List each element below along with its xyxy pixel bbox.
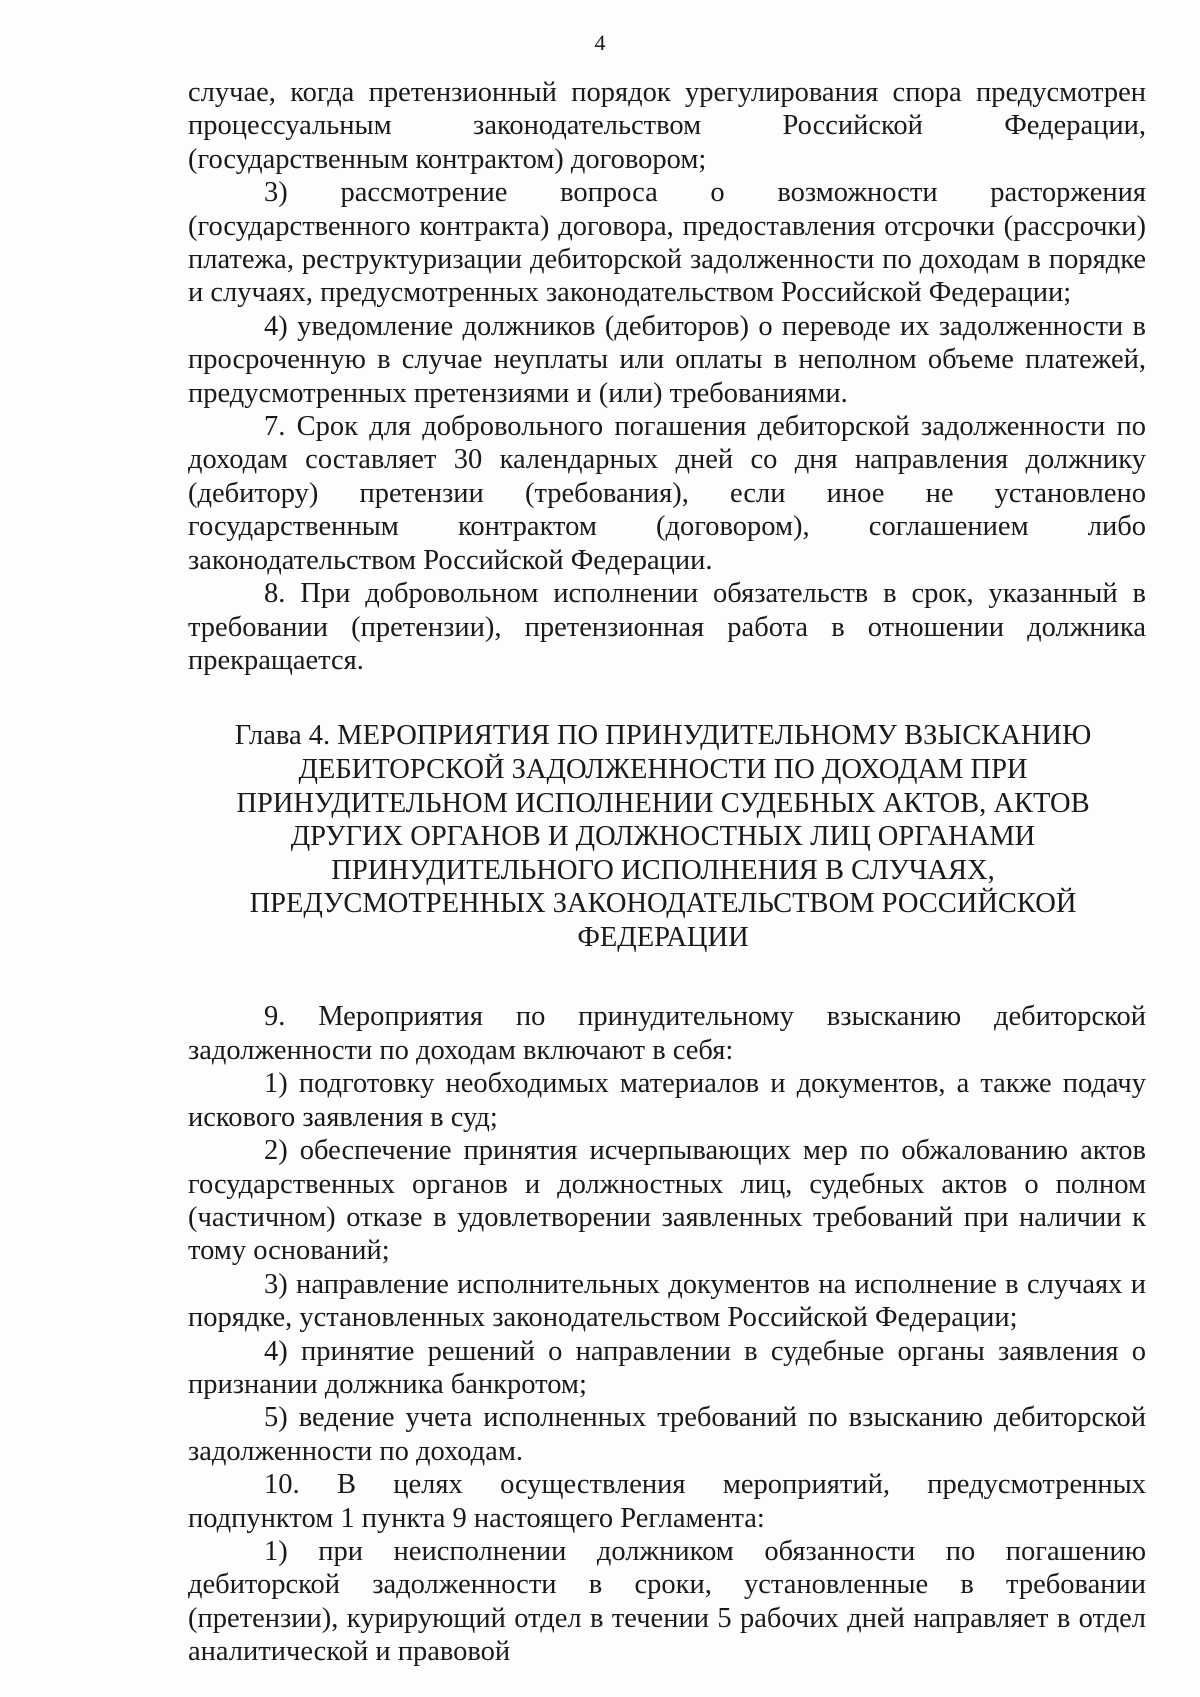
paragraph-item-10-1: 1) при неисполнении должником обязанности по погашению дебиторской задолженности в сроки, установленные в требовании (претензии), курирующий отдел в течении 5 рабочих дней направляет в отдел аналитической и правовой <box>188 1535 1146 1668</box>
paragraph-item-9-5: 5) ведение учета исполненных требований по взысканию дебиторской задолженности по доходам. <box>188 1402 1146 1467</box>
paragraph-10: 10. В целях осуществления мероприятий, предусмотренных подпунктом 1 пункта 9 настоящего Регламента: <box>188 1469 1146 1534</box>
chapter-heading: Глава 4. МЕРОПРИЯТИЯ ПО ПРИНУДИТЕЛЬНОМУ ВЗЫСКАНИЮ ДЕБИТОРСКОЙ ЗАДОЛЖЕННОСТИ ПО ДОХОДАМ ПРИ ПРИНУДИТЕЛЬНОМ ИСПОЛНЕНИИ СУДЕБНЫХ АКТОВ, АКТОВ ДРУГИХ ОРГАНОВ И ДОЛЖНОСТНЫХ ЛИЦ ОРГАНАМИ ПРИНУДИТЕЛЬНОГО ИСПОЛНЕНИЯ В СЛУЧАЯХ, ПРЕДУСМОТРЕННЫХ ЗАКОНОДАТЕЛЬСТВОМ РОССИЙСКОЙ ФЕДЕРАЦИИ <box>234 720 1092 953</box>
paragraph-item-9-3: 3) направление исполнительных документов на исполнение в случаях и порядке, установленных законодательством Российской Федерации; <box>188 1268 1146 1334</box>
paragraph-item-9-4: 4) принятие решений о направлении в судебные органы заявления о признании должника банкротом; <box>188 1335 1146 1400</box>
paragraph-8: 8. При добровольном исполнении обязательств в срок, указанный в требовании (претензии), претензионная работа в отношении должника прекращается. <box>188 578 1146 676</box>
chapter-spacer <box>188 954 1146 1000</box>
paragraph-item-6-3: 3) рассмотрение вопроса о возможности расторжения (государственного контракта) договора, предоставления отсрочки (рассрочки) платежа, реструктуризации дебиторской задолженности по доходам в порядке и случаях, предусмотренных законодательством Российской Федерации; <box>188 177 1146 309</box>
document-body <box>188 76 1146 1669</box>
paragraph-item-9-2: 2) обеспечение принятия исчерпывающих мер по обжалованию актов государственных органов и должностных лиц, судебных актов о полном (частичном) отказе в удовлетворении заявленных требований при наличии к тому оснований; <box>188 1135 1146 1267</box>
paragraph-item-6-4: 4) уведомление должников (дебиторов) о переводе их задолженности в просроченную в случае неуплаты или оплаты в неполном объеме платежей, предусмотренных претензиями и (или) требованиями. <box>188 310 1146 409</box>
paragraph-item-9-1: 1) подготовку необходимых материалов и документов, а также подачу искового заявления в суд; <box>188 1068 1146 1133</box>
page-number: 4 <box>594 30 606 55</box>
paragraph-7: 7. Срок для добровольного погашения дебиторской задолженности по доходам составляет 30 календарных дней со дня направления должнику (дебитору) претензии (требования), если иное не установлено государственным контрактом (договором), соглашением либо законодательством Российской Федерации. <box>188 411 1146 576</box>
paragraph-continuation: случае, когда претензионный порядок урегулирования спора предусмотрен процессуальным законодательством Российской Федерации, (государственным контрактом) договором; <box>188 77 1146 175</box>
paragraph-9: 9. Мероприятия по принудительному взысканию дебиторской задолженности по доходам включают в себя: <box>188 1001 1146 1066</box>
